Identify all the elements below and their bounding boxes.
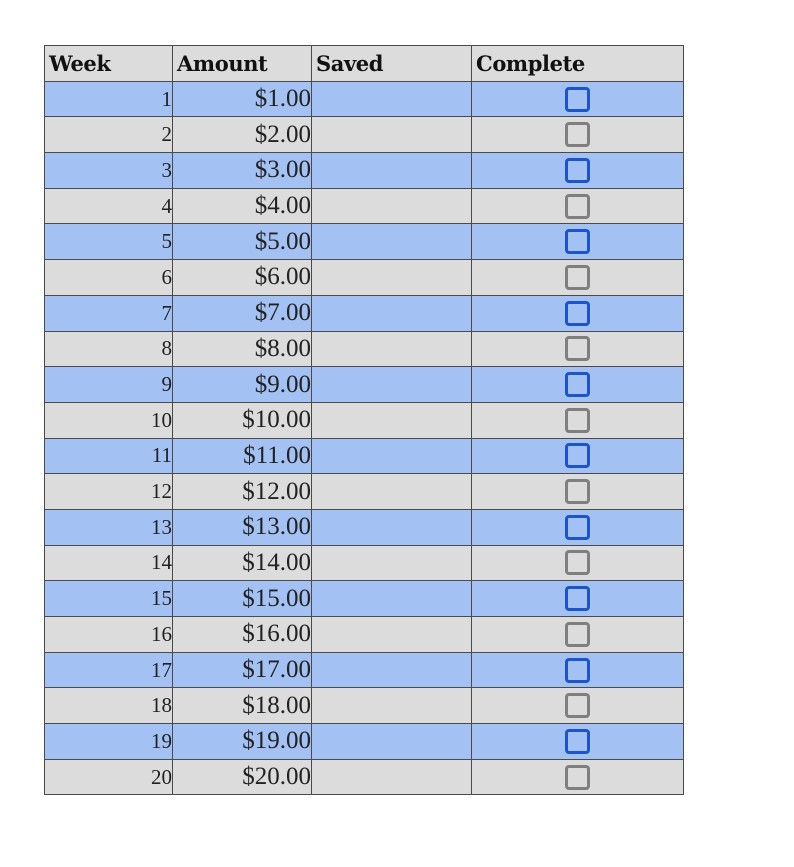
amount-cell: $8.00 xyxy=(173,331,312,367)
week-cell: 2 xyxy=(45,117,173,153)
table-row-week-16 xyxy=(45,617,684,653)
week-cell: 17 xyxy=(45,652,173,688)
amount-cell: $5.00 xyxy=(173,224,312,260)
week-cell: 1 xyxy=(45,81,173,117)
table-body xyxy=(45,81,684,795)
complete-cell xyxy=(472,759,684,795)
saved-cell[interactable] xyxy=(312,260,472,296)
complete-cell xyxy=(472,724,684,760)
table-row-week-5 xyxy=(45,224,684,260)
week-cell: 18 xyxy=(45,688,173,724)
amount-cell: $18.00 xyxy=(173,688,312,724)
header-complete: Complete xyxy=(472,46,684,82)
table-row-week-19 xyxy=(45,724,684,760)
week-cell: 9 xyxy=(45,367,173,403)
saved-cell[interactable] xyxy=(312,295,472,331)
saved-cell[interactable] xyxy=(312,724,472,760)
amount-cell: $2.00 xyxy=(173,117,312,153)
amount-cell: $20.00 xyxy=(173,759,312,795)
table-row-week-12 xyxy=(45,474,684,510)
saved-cell[interactable] xyxy=(312,617,472,653)
saved-cell[interactable] xyxy=(312,402,472,438)
complete-checkbox-week-14[interactable] xyxy=(565,550,590,575)
table-row-week-20 xyxy=(45,759,684,795)
header-saved: Saved xyxy=(312,46,472,82)
complete-checkbox-week-6[interactable] xyxy=(565,265,590,290)
complete-cell xyxy=(472,509,684,545)
table-row-week-17 xyxy=(45,652,684,688)
complete-cell xyxy=(472,402,684,438)
saved-cell[interactable] xyxy=(312,545,472,581)
week-cell: 14 xyxy=(45,545,173,581)
table-row-week-13 xyxy=(45,509,684,545)
complete-checkbox-week-12[interactable] xyxy=(565,479,590,504)
amount-cell: $7.00 xyxy=(173,295,312,331)
week-cell: 7 xyxy=(45,295,173,331)
table-header-row xyxy=(45,46,684,82)
complete-cell xyxy=(472,581,684,617)
week-cell: 10 xyxy=(45,402,173,438)
amount-cell: $3.00 xyxy=(173,153,312,189)
saved-cell[interactable] xyxy=(312,81,472,117)
table-row-week-18 xyxy=(45,688,684,724)
complete-cell xyxy=(472,474,684,510)
table-row-week-11 xyxy=(45,438,684,474)
week-cell: 19 xyxy=(45,724,173,760)
table-row-week-1 xyxy=(45,81,684,117)
complete-checkbox-week-7[interactable] xyxy=(565,301,590,326)
complete-cell xyxy=(472,438,684,474)
saved-cell[interactable] xyxy=(312,581,472,617)
complete-checkbox-week-19[interactable] xyxy=(565,729,590,754)
complete-checkbox-week-15[interactable] xyxy=(565,586,590,611)
complete-cell xyxy=(472,331,684,367)
week-cell: 15 xyxy=(45,581,173,617)
complete-checkbox-week-9[interactable] xyxy=(565,372,590,397)
amount-cell: $13.00 xyxy=(173,509,312,545)
amount-cell: $9.00 xyxy=(173,367,312,403)
saved-cell[interactable] xyxy=(312,224,472,260)
saved-cell[interactable] xyxy=(312,153,472,189)
complete-cell xyxy=(472,188,684,224)
table-row-week-14 xyxy=(45,545,684,581)
week-cell: 20 xyxy=(45,759,173,795)
savings-tracker-table xyxy=(44,45,684,795)
saved-cell[interactable] xyxy=(312,188,472,224)
week-cell: 11 xyxy=(45,438,173,474)
saved-cell[interactable] xyxy=(312,367,472,403)
table-row-week-15 xyxy=(45,581,684,617)
saved-cell[interactable] xyxy=(312,509,472,545)
complete-cell xyxy=(472,117,684,153)
saved-cell[interactable] xyxy=(312,438,472,474)
amount-cell: $10.00 xyxy=(173,402,312,438)
complete-cell xyxy=(472,153,684,189)
saved-cell[interactable] xyxy=(312,117,472,153)
complete-cell xyxy=(472,545,684,581)
table-row-week-2 xyxy=(45,117,684,153)
complete-checkbox-week-16[interactable] xyxy=(565,622,590,647)
complete-checkbox-week-2[interactable] xyxy=(565,122,590,147)
complete-cell xyxy=(472,688,684,724)
complete-checkbox-week-13[interactable] xyxy=(565,515,590,540)
table-row-week-10 xyxy=(45,402,684,438)
saved-cell[interactable] xyxy=(312,652,472,688)
complete-checkbox-week-11[interactable] xyxy=(565,443,590,468)
week-cell: 6 xyxy=(45,260,173,296)
week-cell: 3 xyxy=(45,153,173,189)
table-row-week-4 xyxy=(45,188,684,224)
complete-checkbox-week-10[interactable] xyxy=(565,408,590,433)
week-cell: 5 xyxy=(45,224,173,260)
week-cell: 4 xyxy=(45,188,173,224)
amount-cell: $1.00 xyxy=(173,81,312,117)
amount-cell: $17.00 xyxy=(173,652,312,688)
amount-cell: $16.00 xyxy=(173,617,312,653)
complete-cell xyxy=(472,367,684,403)
complete-checkbox-week-8[interactable] xyxy=(565,336,590,361)
saved-cell[interactable] xyxy=(312,331,472,367)
complete-checkbox-week-20[interactable] xyxy=(565,765,590,790)
complete-cell xyxy=(472,617,684,653)
week-cell: 12 xyxy=(45,474,173,510)
amount-cell: $15.00 xyxy=(173,581,312,617)
amount-cell: $12.00 xyxy=(173,474,312,510)
complete-cell xyxy=(472,652,684,688)
amount-cell: $11.00 xyxy=(173,438,312,474)
complete-cell xyxy=(472,224,684,260)
week-cell: 8 xyxy=(45,331,173,367)
amount-cell: $6.00 xyxy=(173,260,312,296)
complete-checkbox-week-18[interactable] xyxy=(565,693,590,718)
saved-cell[interactable] xyxy=(312,688,472,724)
complete-checkbox-week-17[interactable] xyxy=(565,658,590,683)
table-row-week-3 xyxy=(45,153,684,189)
amount-cell: $4.00 xyxy=(173,188,312,224)
table-row-week-9 xyxy=(45,367,684,403)
week-cell: 16 xyxy=(45,617,173,653)
complete-checkbox-week-4[interactable] xyxy=(565,194,590,219)
amount-cell: $19.00 xyxy=(173,724,312,760)
table-row-week-6 xyxy=(45,260,684,296)
complete-cell xyxy=(472,260,684,296)
complete-cell xyxy=(472,81,684,117)
saved-cell[interactable] xyxy=(312,474,472,510)
amount-cell: $14.00 xyxy=(173,545,312,581)
complete-cell xyxy=(472,295,684,331)
table-row-week-7 xyxy=(45,295,684,331)
table-row-week-8 xyxy=(45,331,684,367)
header-week: Week xyxy=(45,46,173,82)
complete-checkbox-week-3[interactable] xyxy=(565,158,590,183)
complete-checkbox-week-1[interactable] xyxy=(565,87,590,112)
saved-cell[interactable] xyxy=(312,759,472,795)
header-amount: Amount xyxy=(173,46,312,82)
complete-checkbox-week-5[interactable] xyxy=(565,229,590,254)
week-cell: 13 xyxy=(45,509,173,545)
